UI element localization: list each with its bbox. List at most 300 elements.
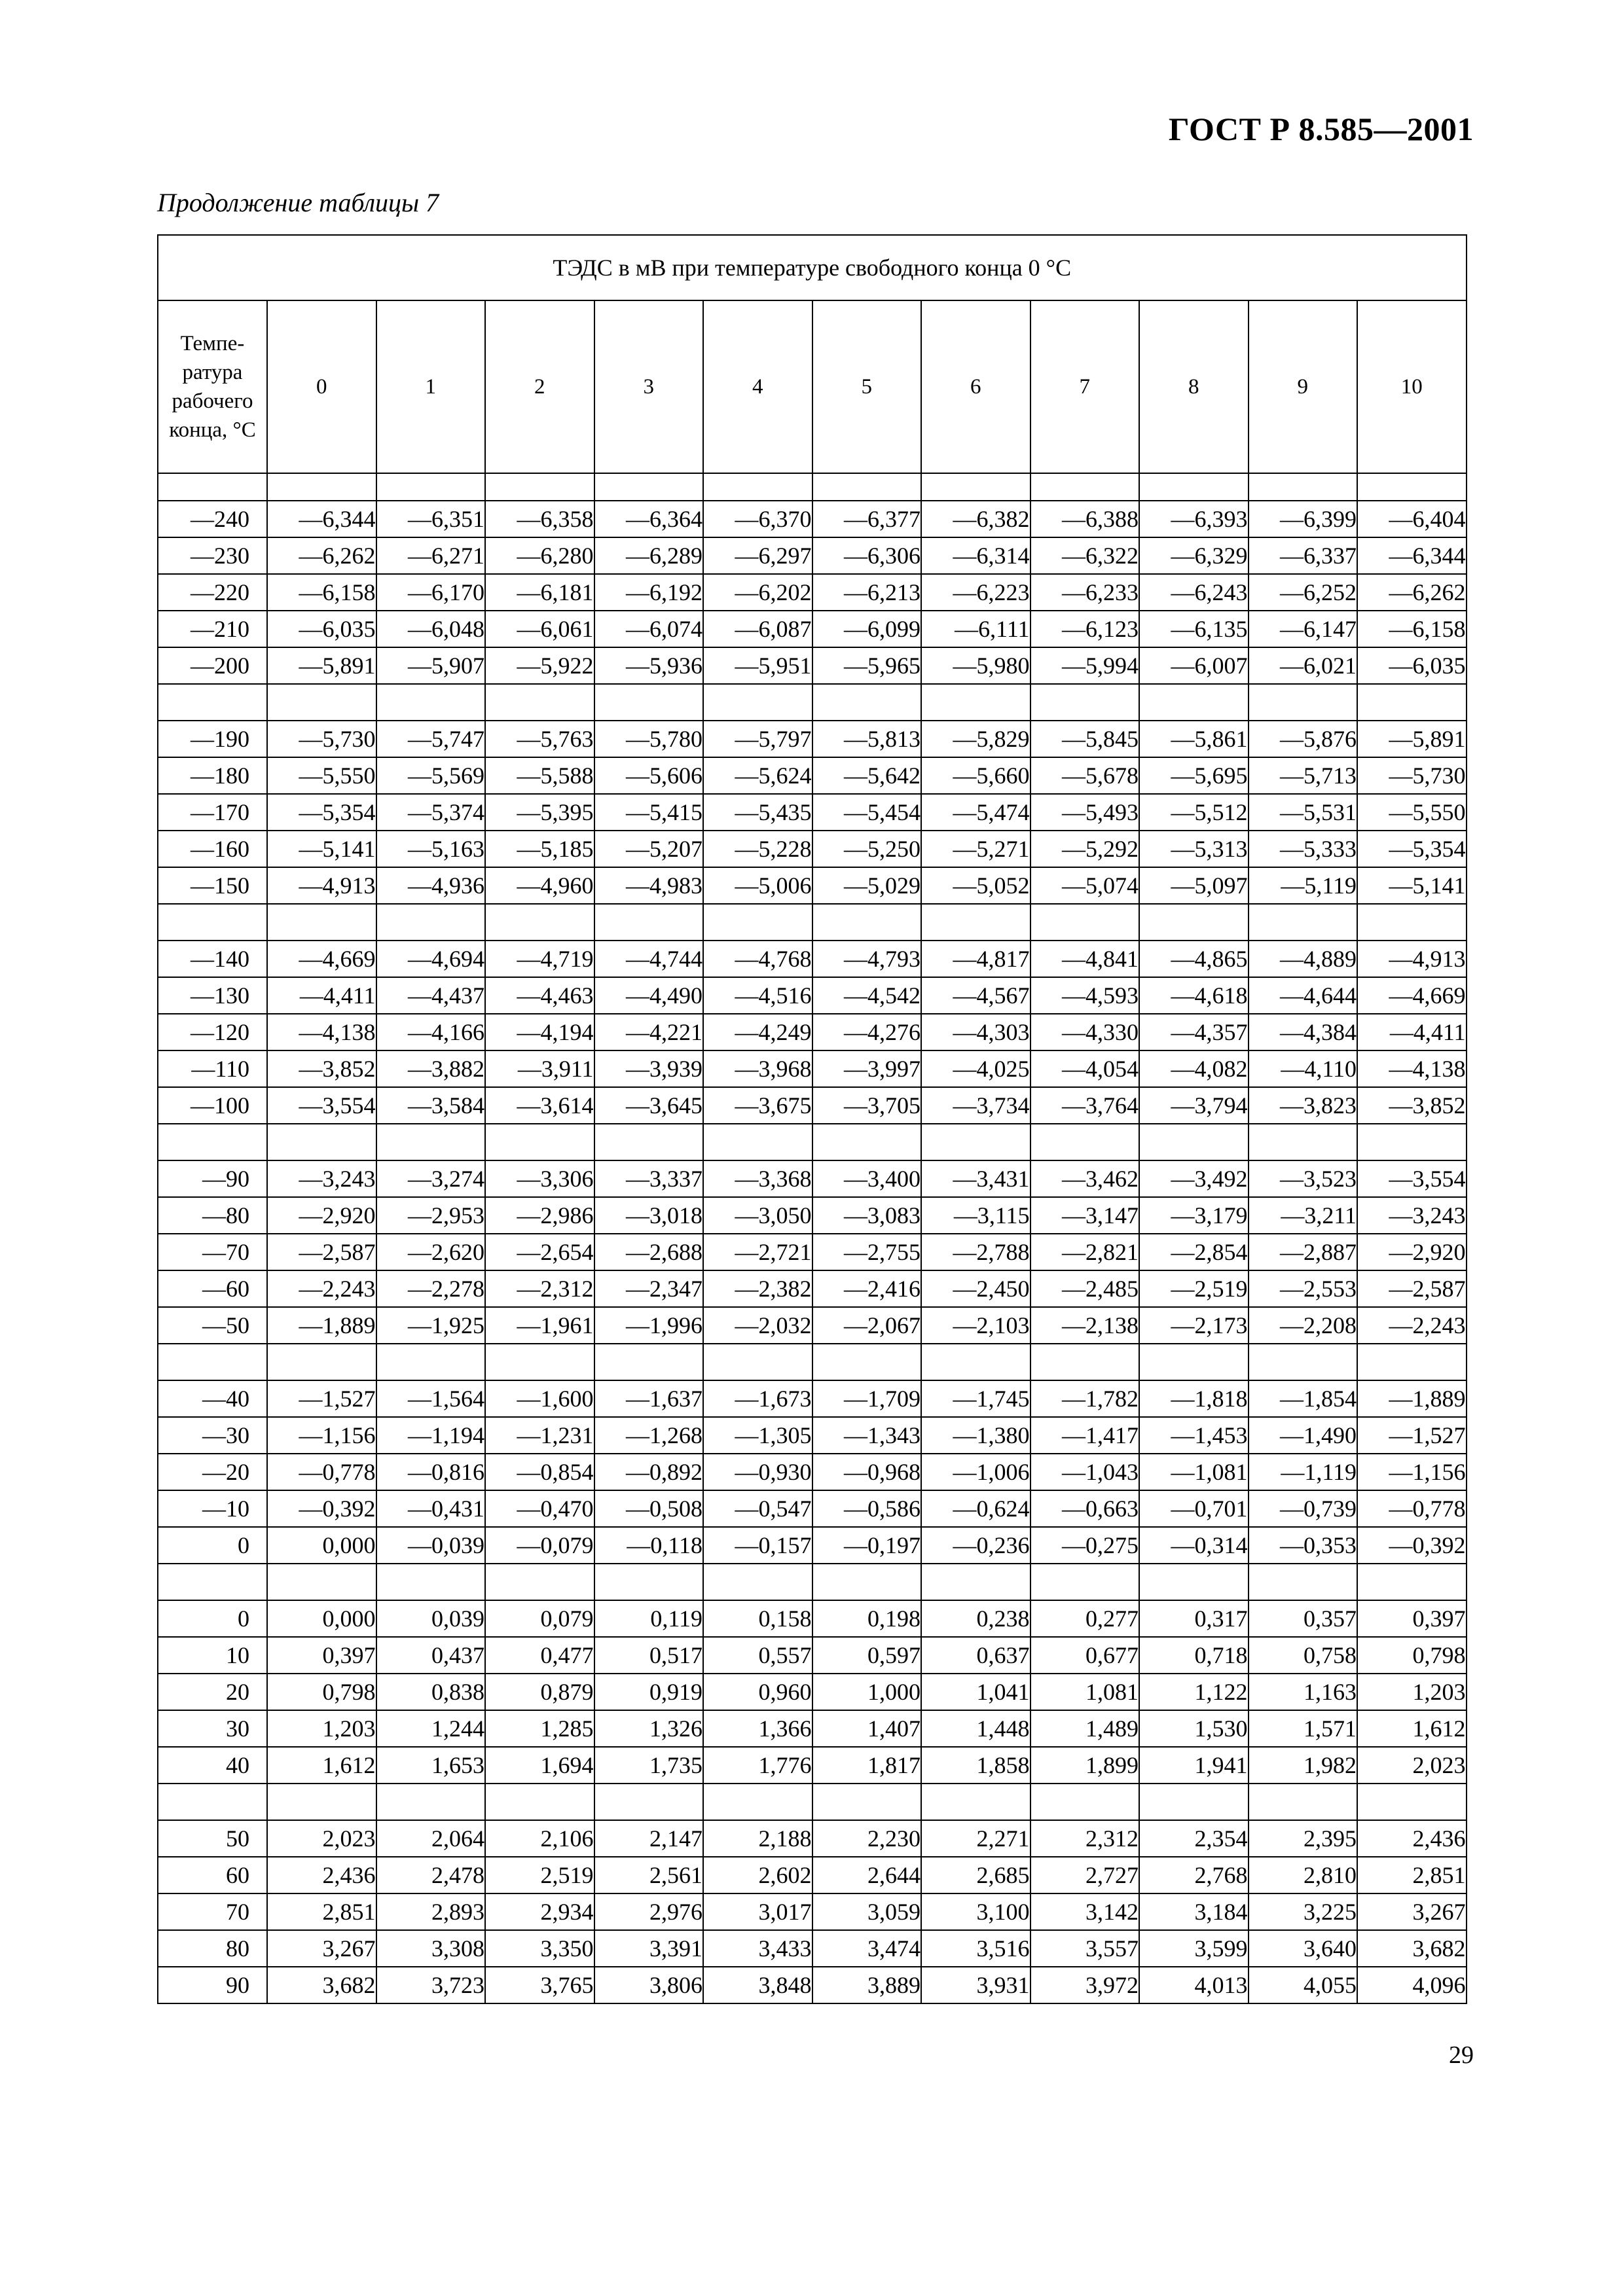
emf-value-cell: —1,854: [1249, 1380, 1358, 1417]
emf-value-cell: 4,055: [1249, 1967, 1358, 2003]
emf-value-cell: —2,986: [485, 1197, 594, 1234]
column-header: 5: [812, 300, 922, 473]
emf-value-cell: 2,395: [1249, 1820, 1358, 1857]
emf-value-cell: —5,207: [594, 831, 704, 867]
emf-value-cell: —5,006: [703, 867, 812, 904]
emf-value-cell: —3,675: [703, 1087, 812, 1124]
emf-value-cell: —6,123: [1030, 611, 1140, 647]
temperature-cell: 20: [158, 1674, 267, 1710]
emf-value-cell: 1,163: [1249, 1674, 1358, 1710]
emf-value-cell: —0,778: [1357, 1490, 1467, 1527]
emf-value-cell: —6,007: [1139, 647, 1249, 684]
emf-value-cell: 2,934: [485, 1893, 594, 1930]
emf-value-cell: —5,588: [485, 757, 594, 794]
emf-value-cell: 3,391: [594, 1930, 704, 1967]
emf-value-cell: —0,236: [921, 1527, 1030, 1564]
empty-cell: [158, 1344, 267, 1380]
column-header: 8: [1139, 300, 1249, 473]
emf-value-cell: 0,238: [921, 1600, 1030, 1637]
emf-value-cell: —5,374: [376, 794, 486, 831]
emf-value-cell: —3,050: [703, 1197, 812, 1234]
emf-value-cell: —2,620: [376, 1234, 486, 1270]
group-separator-row: [158, 1124, 1467, 1160]
emf-value-cell: 3,848: [703, 1967, 812, 2003]
emf-value-cell: 0,158: [703, 1600, 812, 1637]
emf-value-cell: 0,758: [1249, 1637, 1358, 1674]
emf-value-cell: —5,228: [703, 831, 812, 867]
emf-value-cell: —5,141: [267, 831, 376, 867]
empty-cell: [812, 1564, 922, 1600]
emf-value-cell: —3,306: [485, 1160, 594, 1197]
emf-value-cell: —3,018: [594, 1197, 704, 1234]
empty-cell: [485, 473, 594, 501]
emf-value-cell: —4,889: [1249, 941, 1358, 977]
emf-value-cell: —5,185: [485, 831, 594, 867]
group-separator-row: [158, 1344, 1467, 1380]
emf-value-cell: 0,477: [485, 1637, 594, 1674]
emf-value-cell: —6,404: [1357, 501, 1467, 537]
emf-value-cell: —3,400: [812, 1160, 922, 1197]
emf-value-cell: —2,103: [921, 1307, 1030, 1344]
temperature-cell: —30: [158, 1417, 267, 1454]
emf-value-cell: —5,730: [267, 721, 376, 757]
temperature-cell: —150: [158, 867, 267, 904]
emf-value-cell: —2,920: [267, 1197, 376, 1234]
emf-value-cell: —6,351: [376, 501, 486, 537]
emf-value-cell: 1,326: [594, 1710, 704, 1747]
emf-value-cell: —2,416: [812, 1270, 922, 1307]
table-row: [158, 1050, 1467, 1087]
emf-value-cell: —3,243: [1357, 1197, 1467, 1234]
emf-value-cell: —5,713: [1249, 757, 1358, 794]
emf-value-cell: —3,823: [1249, 1087, 1358, 1124]
emf-value-cell: 0,960: [703, 1674, 812, 1710]
emf-value-cell: —0,118: [594, 1527, 704, 1564]
emf-value-cell: —6,035: [1357, 647, 1467, 684]
emf-value-cell: —3,337: [594, 1160, 704, 1197]
emf-value-cell: 1,571: [1249, 1710, 1358, 1747]
emf-value-cell: —5,292: [1030, 831, 1140, 867]
emf-value-cell: 3,723: [376, 1967, 486, 2003]
emf-value-cell: 0,397: [267, 1637, 376, 1674]
emf-value-cell: —5,695: [1139, 757, 1249, 794]
emf-value-cell: —2,587: [1357, 1270, 1467, 1307]
emf-value-cell: —5,763: [485, 721, 594, 757]
emf-value-cell: —1,527: [1357, 1417, 1467, 1454]
empty-cell: [376, 1784, 486, 1820]
emf-value-cell: —2,243: [1357, 1307, 1467, 1344]
empty-cell: [1030, 473, 1140, 501]
emf-value-cell: —2,032: [703, 1307, 812, 1344]
emf-value-cell: —6,021: [1249, 647, 1358, 684]
emf-value-cell: —4,303: [921, 1014, 1030, 1050]
emf-value-cell: —6,035: [267, 611, 376, 647]
emf-value-cell: 0,718: [1139, 1637, 1249, 1674]
emf-value-cell: 2,147: [594, 1820, 704, 1857]
emf-value-cell: —6,147: [1249, 611, 1358, 647]
emf-value-cell: —6,087: [703, 611, 812, 647]
empty-cell: [485, 1784, 594, 1820]
emf-value-cell: —0,816: [376, 1454, 486, 1490]
emf-value-cell: —2,208: [1249, 1307, 1358, 1344]
emf-value-cell: —6,271: [376, 537, 486, 574]
emf-value-cell: —0,314: [1139, 1527, 1249, 1564]
emf-value-cell: —1,709: [812, 1380, 922, 1417]
emf-value-cell: 1,000: [812, 1674, 922, 1710]
emf-value-cell: —4,330: [1030, 1014, 1140, 1050]
emf-value-cell: 1,776: [703, 1747, 812, 1784]
emf-value-cell: 0,838: [376, 1674, 486, 1710]
emf-value-cell: —1,081: [1139, 1454, 1249, 1490]
emf-value-cell: —4,593: [1030, 977, 1140, 1014]
temperature-cell: —20: [158, 1454, 267, 1490]
emf-value-cell: —2,450: [921, 1270, 1030, 1307]
emf-value-cell: —5,747: [376, 721, 486, 757]
emf-value-cell: —5,250: [812, 831, 922, 867]
emf-value-cell: 0,437: [376, 1637, 486, 1674]
temperature-cell: 50: [158, 1820, 267, 1857]
emf-value-cell: —4,054: [1030, 1050, 1140, 1087]
emf-value-cell: 0,919: [594, 1674, 704, 1710]
table-row: [158, 1087, 1467, 1124]
emf-value-cell: —4,411: [267, 977, 376, 1014]
emf-value-cell: —2,587: [267, 1234, 376, 1270]
emf-value-cell: —5,512: [1139, 794, 1249, 831]
temperature-cell: —110: [158, 1050, 267, 1087]
emf-value-cell: —5,354: [267, 794, 376, 831]
emf-value-cell: —1,305: [703, 1417, 812, 1454]
emf-value-cell: —0,547: [703, 1490, 812, 1527]
emf-value-cell: —5,119: [1249, 867, 1358, 904]
emf-value-cell: —0,586: [812, 1490, 922, 1527]
emf-value-cell: —0,778: [267, 1454, 376, 1490]
table-row: [158, 1307, 1467, 1344]
empty-cell: [376, 1564, 486, 1600]
emf-value-cell: —5,907: [376, 647, 486, 684]
emf-value-cell: —4,936: [376, 867, 486, 904]
emf-value-cell: —2,821: [1030, 1234, 1140, 1270]
emf-value-cell: 0,198: [812, 1600, 922, 1637]
temperature-cell: —160: [158, 831, 267, 867]
emf-value-cell: 3,516: [921, 1930, 1030, 1967]
emf-value-cell: —3,852: [1357, 1087, 1467, 1124]
emf-value-cell: 3,267: [1357, 1893, 1467, 1930]
empty-cell: [703, 1344, 812, 1380]
temperature-cell: —220: [158, 574, 267, 611]
emf-value-cell: —1,490: [1249, 1417, 1358, 1454]
page-number: 29: [1449, 2041, 1474, 2069]
emf-value-cell: 1,899: [1030, 1747, 1140, 1784]
emf-value-cell: 3,059: [812, 1893, 922, 1930]
temperature-cell: —140: [158, 941, 267, 977]
temperature-cell: —80: [158, 1197, 267, 1234]
temperature-cell: —90: [158, 1160, 267, 1197]
emf-value-cell: —3,939: [594, 1050, 704, 1087]
emf-value-cell: —4,913: [267, 867, 376, 904]
column-header: 3: [594, 300, 704, 473]
emf-value-cell: —6,262: [1357, 574, 1467, 611]
emf-value-cell: —3,492: [1139, 1160, 1249, 1197]
emf-value-cell: 3,100: [921, 1893, 1030, 1930]
emf-value-cell: —6,061: [485, 611, 594, 647]
emf-value-cell: 3,225: [1249, 1893, 1358, 1930]
emf-value-cell: —3,083: [812, 1197, 922, 1234]
temperature-cell: 90: [158, 1967, 267, 2003]
emf-value-cell: —1,006: [921, 1454, 1030, 1490]
empty-cell: [485, 1344, 594, 1380]
emf-value-cell: —5,333: [1249, 831, 1358, 867]
temperature-cell: —180: [158, 757, 267, 794]
emf-value-cell: —1,925: [376, 1307, 486, 1344]
emf-value-cell: —0,701: [1139, 1490, 1249, 1527]
emf-value-cell: 1,653: [376, 1747, 486, 1784]
emf-value-cell: —0,663: [1030, 1490, 1140, 1527]
emf-value-cell: —5,606: [594, 757, 704, 794]
emf-value-cell: 2,727: [1030, 1857, 1140, 1893]
temperature-cell: 0: [158, 1600, 267, 1637]
emf-value-cell: —2,067: [812, 1307, 922, 1344]
empty-cell: [1139, 1344, 1249, 1380]
group-separator-row: [158, 1784, 1467, 1820]
emf-value-cell: —6,243: [1139, 574, 1249, 611]
emf-value-cell: 0,397: [1357, 1600, 1467, 1637]
empty-cell: [1249, 904, 1358, 941]
emf-value-cell: —3,705: [812, 1087, 922, 1124]
empty-cell: [703, 1124, 812, 1160]
column-header: 10: [1357, 300, 1467, 473]
emf-value-cell: 1,489: [1030, 1710, 1140, 1747]
table-row: [158, 647, 1467, 684]
emf-value-cell: 3,308: [376, 1930, 486, 1967]
emf-value-cell: —1,745: [921, 1380, 1030, 1417]
emf-value-cell: 0,798: [267, 1674, 376, 1710]
emf-value-cell: 3,474: [812, 1930, 922, 1967]
emf-value-cell: —1,343: [812, 1417, 922, 1454]
emf-value-cell: —1,231: [485, 1417, 594, 1454]
temperature-cell: —120: [158, 1014, 267, 1050]
emf-value-cell: —2,654: [485, 1234, 594, 1270]
table-row: [158, 721, 1467, 757]
column-header: 4: [703, 300, 812, 473]
emf-value-cell: 2,312: [1030, 1820, 1140, 1857]
empty-cell: [594, 1784, 704, 1820]
emf-value-cell: —5,660: [921, 757, 1030, 794]
temperature-cell: —230: [158, 537, 267, 574]
emf-value-cell: —4,384: [1249, 1014, 1358, 1050]
emf-value-cell: —4,082: [1139, 1050, 1249, 1087]
empty-cell: [703, 1564, 812, 1600]
emf-value-cell: 2,023: [1357, 1747, 1467, 1784]
emf-value-cell: 2,644: [812, 1857, 922, 1893]
emf-value-cell: 0,119: [594, 1600, 704, 1637]
empty-cell: [812, 1344, 922, 1380]
emf-value-cell: —3,523: [1249, 1160, 1358, 1197]
empty-cell: [1030, 684, 1140, 721]
table-row: [158, 941, 1467, 977]
emf-value-cell: 0,277: [1030, 1600, 1140, 1637]
emf-value-cell: —6,099: [812, 611, 922, 647]
emf-value-cell: —4,793: [812, 941, 922, 977]
emf-value-cell: 2,561: [594, 1857, 704, 1893]
emf-value-cell: —2,278: [376, 1270, 486, 1307]
emf-value-cell: 3,599: [1139, 1930, 1249, 1967]
empty-cell: [1030, 1124, 1140, 1160]
temperature-cell: —240: [158, 501, 267, 537]
table-row: [158, 1490, 1467, 1527]
emf-value-cell: 3,806: [594, 1967, 704, 2003]
empty-cell: [594, 473, 704, 501]
table-row: [158, 1270, 1467, 1307]
temperature-cell: —190: [158, 721, 267, 757]
emf-value-cell: —3,462: [1030, 1160, 1140, 1197]
emf-value-cell: —1,673: [703, 1380, 812, 1417]
empty-cell: [1030, 1784, 1140, 1820]
emf-value-cell: —3,584: [376, 1087, 486, 1124]
emf-value-cell: —4,768: [703, 941, 812, 977]
table-row: [158, 574, 1467, 611]
empty-cell: [1139, 1124, 1249, 1160]
empty-cell: [1139, 473, 1249, 501]
empty-cell: [267, 904, 376, 941]
emf-value-cell: 2,271: [921, 1820, 1030, 1857]
emf-value-cell: —5,550: [267, 757, 376, 794]
emf-value-cell: 2,478: [376, 1857, 486, 1893]
emf-value-cell: 3,017: [703, 1893, 812, 1930]
temperature-cell: —200: [158, 647, 267, 684]
emf-value-cell: —4,669: [267, 941, 376, 977]
emf-value-cell: 1,407: [812, 1710, 922, 1747]
emf-value-cell: —1,782: [1030, 1380, 1140, 1417]
emf-value-cell: 3,142: [1030, 1893, 1140, 1930]
emf-value-cell: —1,156: [267, 1417, 376, 1454]
emf-value-cell: 1,694: [485, 1747, 594, 1784]
emf-value-cell: —4,166: [376, 1014, 486, 1050]
emf-value-cell: 2,023: [267, 1820, 376, 1857]
emf-value-cell: —6,223: [921, 574, 1030, 611]
emf-value-cell: 1,041: [921, 1674, 1030, 1710]
emf-value-cell: —6,135: [1139, 611, 1249, 647]
emf-value-cell: —6,377: [812, 501, 922, 537]
emf-value-cell: 1,982: [1249, 1747, 1358, 1784]
emf-value-cell: —6,181: [485, 574, 594, 611]
emf-value-cell: —0,157: [703, 1527, 812, 1564]
table-row: [158, 1380, 1467, 1417]
emf-value-cell: —6,213: [812, 574, 922, 611]
emf-value-cell: —0,508: [594, 1490, 704, 1527]
emf-value-cell: —6,393: [1139, 501, 1249, 537]
empty-cell: [267, 473, 376, 501]
table-row: [158, 1234, 1467, 1270]
empty-cell: [485, 1564, 594, 1600]
emf-value-cell: 3,682: [1357, 1930, 1467, 1967]
empty-cell: [594, 1564, 704, 1600]
group-separator-row: [158, 904, 1467, 941]
emf-value-cell: —4,913: [1357, 941, 1467, 977]
emf-value-cell: —4,025: [921, 1050, 1030, 1087]
emf-value-cell: 1,941: [1139, 1747, 1249, 1784]
emf-value-cell: 2,810: [1249, 1857, 1358, 1893]
temperature-cell: 0: [158, 1527, 267, 1564]
emf-value-cell: —5,994: [1030, 647, 1140, 684]
table-body: [158, 473, 1467, 2003]
empty-cell: [812, 1124, 922, 1160]
emf-value-cell: —0,968: [812, 1454, 922, 1490]
emf-value-cell: —6,358: [485, 501, 594, 537]
emf-value-cell: —4,744: [594, 941, 704, 977]
emf-value-cell: —3,554: [267, 1087, 376, 1124]
emf-value-cell: 0,557: [703, 1637, 812, 1674]
emf-value-cell: —3,431: [921, 1160, 1030, 1197]
emf-value-cell: —5,354: [1357, 831, 1467, 867]
emf-value-cell: —3,368: [703, 1160, 812, 1197]
emf-value-cell: 3,972: [1030, 1967, 1140, 2003]
emf-value-cell: —5,780: [594, 721, 704, 757]
emf-value-cell: —2,755: [812, 1234, 922, 1270]
empty-cell: [921, 1124, 1030, 1160]
thermo-emf-table: [157, 234, 1467, 2004]
emf-value-cell: —5,141: [1357, 867, 1467, 904]
temperature-cell: 80: [158, 1930, 267, 1967]
temperature-cell: 30: [158, 1710, 267, 1747]
emf-value-cell: —4,138: [267, 1014, 376, 1050]
emf-value-cell: —6,192: [594, 574, 704, 611]
emf-value-cell: 0,637: [921, 1637, 1030, 1674]
emf-value-cell: —4,719: [485, 941, 594, 977]
emf-value-cell: —4,357: [1139, 1014, 1249, 1050]
emf-value-cell: —1,156: [1357, 1454, 1467, 1490]
emf-value-cell: —3,734: [921, 1087, 1030, 1124]
empty-cell: [1249, 1564, 1358, 1600]
emf-value-cell: —1,889: [267, 1307, 376, 1344]
emf-value-cell: —5,531: [1249, 794, 1358, 831]
empty-cell: [703, 1784, 812, 1820]
table-row: [158, 1857, 1467, 1893]
empty-cell: [1357, 1124, 1467, 1160]
emf-value-cell: —4,618: [1139, 977, 1249, 1014]
empty-cell: [267, 684, 376, 721]
empty-cell: [921, 684, 1030, 721]
emf-value-cell: 1,817: [812, 1747, 922, 1784]
emf-value-cell: —5,678: [1030, 757, 1140, 794]
empty-cell: [1139, 1564, 1249, 1600]
column-header: 6: [921, 300, 1030, 473]
emf-value-cell: 3,350: [485, 1930, 594, 1967]
emf-value-cell: —3,794: [1139, 1087, 1249, 1124]
emf-value-cell: 1,735: [594, 1747, 704, 1784]
empty-cell: [1139, 1784, 1249, 1820]
emf-value-cell: 2,230: [812, 1820, 922, 1857]
emf-value-cell: 1,858: [921, 1747, 1030, 1784]
emf-value-cell: —2,920: [1357, 1234, 1467, 1270]
emf-value-cell: 2,602: [703, 1857, 812, 1893]
emf-value-cell: —5,965: [812, 647, 922, 684]
emf-value-cell: 2,851: [1357, 1857, 1467, 1893]
temperature-cell: 60: [158, 1857, 267, 1893]
table-row: [158, 1820, 1467, 1857]
empty-cell: [921, 1344, 1030, 1380]
column-header: 9: [1249, 300, 1358, 473]
row-header-label: Темпе-ратура рабочего конца, °С: [158, 300, 267, 473]
emf-value-cell: —6,252: [1249, 574, 1358, 611]
emf-value-cell: —5,435: [703, 794, 812, 831]
temperature-cell: —100: [158, 1087, 267, 1124]
temperature-cell: —130: [158, 977, 267, 1014]
empty-cell: [1030, 1564, 1140, 1600]
emf-value-cell: 4,013: [1139, 1967, 1249, 2003]
emf-value-cell: —3,554: [1357, 1160, 1467, 1197]
emf-value-cell: —6,280: [485, 537, 594, 574]
emf-value-cell: 2,519: [485, 1857, 594, 1893]
